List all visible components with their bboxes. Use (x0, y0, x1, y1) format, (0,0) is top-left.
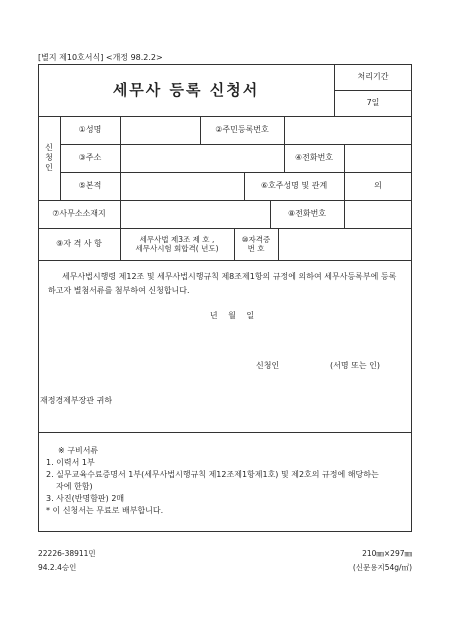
household-relation: 의 (374, 181, 382, 190)
document-item: 1. 이력서 1부 (46, 458, 95, 467)
footer-paper-type: (신문용지54g/㎡) (352, 563, 412, 572)
vline-resident (284, 116, 285, 144)
office-phone-label: ⑧전화번호 (287, 209, 327, 218)
qualification-detail (120, 228, 234, 260)
vline-name (120, 116, 121, 144)
signature-label: 신청인 (256, 361, 280, 370)
certificate-label-line-2: 번 호 (247, 244, 265, 253)
vline-domicile (120, 172, 121, 200)
address-label: ③주소 (78, 153, 102, 162)
declaration-text: 세무사법시행령 제12조 및 세무사법시행규칙 제8조제1항의 규정에 의하여 세무사등록부에 등록하고자 별첨서류를 첨부하여 신청합니다. (48, 272, 397, 295)
name-label: ①성명 (78, 125, 102, 134)
footer-code: 22226-38911민 (38, 549, 96, 558)
resident-number-label: ②주민등록번호 (215, 125, 269, 134)
qualification-detail-line-2: 세무사시험 회합격( 년도) (135, 244, 219, 253)
document-item: 자에 한함) (56, 482, 93, 491)
vline-office-phone (344, 200, 345, 228)
documents-heading: ※ 구비서류 (58, 446, 99, 455)
document-note: * 이 신청서는 무료로 배부합니다. (46, 506, 164, 515)
row-line-6 (38, 260, 412, 261)
form-title: 세무사 등록 신청서 (112, 80, 260, 99)
footer-paper-size: 210㎜×297㎜ (362, 549, 412, 558)
household-head-label: ⑥호주성명 및 관계 (260, 181, 328, 190)
document-item: 3. 사진(반명함판) 2매 (46, 494, 125, 503)
required-documents (46, 445, 406, 517)
applicant-label: 신청인 (45, 143, 53, 172)
office-address-label: ⑦사무소소재지 (52, 209, 106, 218)
vline-address (120, 144, 121, 172)
processing-period-value: 7일 (366, 98, 380, 107)
certificate-label-line-1: ⑩자격증 (241, 234, 271, 244)
phone-label: ④전화번호 (294, 153, 334, 162)
domicile-label: ⑤본적 (78, 181, 102, 190)
document-item: 2. 실무교육수료증명서 1부(세무사법시행규칙 제12조제1항제1호) 및 제2호의 규정에 해당하는 (46, 470, 379, 479)
footer-approval: 94.2.4승인 (38, 563, 77, 572)
certificate-number-label (234, 228, 278, 260)
addressee: 재정경제부장관 귀하 (40, 396, 113, 405)
form-number: [별지 제10호서식] <개정 98.2.2> (38, 53, 163, 62)
vline-office (120, 200, 121, 228)
vline-phone (344, 144, 345, 172)
processing-period-label: 처리기간 (357, 72, 389, 81)
signature-mark: (서명 또는 인) (330, 361, 380, 370)
qualification-detail-line-1: 세무사법 제3조 제 호 , (139, 234, 215, 244)
vline-cert (278, 228, 279, 260)
date-line: 년 월 일 (209, 311, 255, 320)
qualification-label: ⑨자 격 사 항 (56, 239, 102, 248)
row-line-7 (38, 432, 412, 433)
